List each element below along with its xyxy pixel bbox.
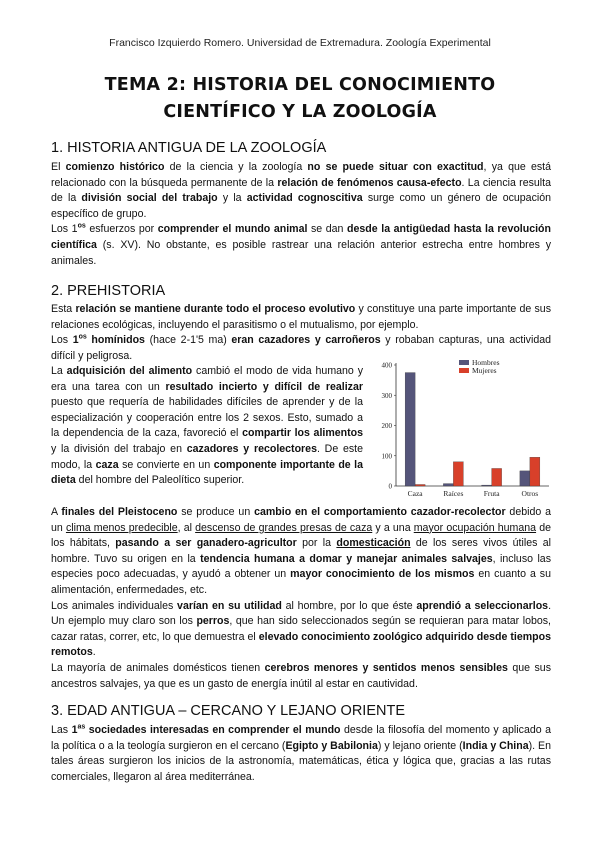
legend-label-mujeres: Mujeres [472, 366, 497, 375]
section-3-heading: 3. EDAD ANTIGUA – CERCANO Y LEJANO ORIENTE [51, 703, 406, 719]
bar-mujeres-2 [492, 468, 502, 486]
section-1-heading: 1. HISTORIA ANTIGUA DE LA ZOOLOGÍA [51, 140, 327, 156]
legend-label-hombres: Hombres [472, 358, 500, 367]
bar-mujeres-3 [530, 457, 540, 486]
x-tick-label: Raíces [443, 489, 464, 498]
title-line-1: TEMA 2: HISTORIA DEL CONOCIMIENTO [104, 75, 496, 95]
x-tick-label: Fruta [483, 489, 500, 498]
bar-hombres-2 [482, 485, 492, 486]
section-2-intro: Esta relación se mantiene durante todo el proceso evolutivo y constituye una parte importante de sus relaciones ecológicas, incluyendo el parasitismo o el mutualismo, por ejemplo. Los $1^{os}$ homínidos (hace 2-1'5 ma) eran cazadores y carroñeros y robaban capturas, una actividad difícil y peligrosa. [51, 303, 551, 362]
bar-mujeres-1 [453, 462, 463, 486]
y-tick-label: 300 [381, 391, 392, 400]
x-tick-label: Caza [407, 489, 423, 498]
title-line-2: CIENTÍFICO Y LA ZOOLOGÍA [163, 102, 437, 122]
section-2-heading: 2. PREHISTORIA [51, 283, 166, 299]
section-1-text: El comienzo histórico de la ciencia y la zoología no se puede situar con exactitud, ya que está relacionado con la búsqueda permanente de la relación de fenómenos causa-efecto. La ciencia resulta de la división social del trabajo y la actividad cognoscitiva surge como un género de ocupación específico de grupo. Los $1^{os}$ esfuerzos por comprender el mundo animal se dan desde la antigüedad hasta la revolución científica (s. XV). No obstante, es posible rastrear una relación anterior estrecha entre hombres y animales. [51, 161, 552, 267]
chart-legend [459, 358, 500, 375]
section-2-pleistocene-text: A finales del Pleistoceno se produce un cambio en el comportamiento cazador-recolector debido a un clima menos predecible, al descenso de grandes presas de caza y a una mayor ocupación humana de los hábitats, pasando a ser ganadero-agricultor por la domesticación de los seres vivos útiles al hombre. Tuvo su origen en la tendencia humana a domar y manejar animales salvajes, incluso las especies poco adecuadas, y ayudó a obtener un mayor conocimiento de los mismos en cuanto a su alimentación, enfermedades, etc. Los animales individuales varían en su utilidad al hombre, por lo que éste aprendió a seleccionarlos. Un ejemplo muy claro son los perros, que han sido seleccionados según se requieran para matar lobos, cazar ratas, correr, etc, lo que demuestra el elevado conocimiento zoológico adquirido desde tiempos remotos. La mayoría de animales domésticos tienen cerebros menores y sentidos menos sensibles que sus ancestros salvajes, ya que es un gasto de energía inútil al estar en cautividad. [51, 506, 552, 690]
bar-hombres-3 [520, 471, 530, 486]
y-tick-label: 400 [381, 361, 392, 370]
section-3-text: Las $1^{as}$ sociedades interesadas en comprender el mundo desde la filosofía del momento y aplicado a la política o a la teología surgieron en el cercano (Egipto y Babilonia) y lejano oriente (India y China). En tales áreas surgieron los inicios de la astronomía, matemáticas, ética y lógica que, gracias a las rutas comerciales, llegaron al área mediterránea. [51, 723, 551, 783]
page-header: Francisco Izquierdo Romero. Universidad de Extremadura. Zoología Experimental [109, 37, 491, 49]
bar-hombres-0 [405, 373, 415, 486]
food-chart [371, 357, 551, 502]
legend-swatch-hombres [459, 360, 469, 365]
bar-hombres-1 [443, 484, 453, 486]
page-title [0, 72, 600, 126]
y-tick-label: 200 [381, 422, 392, 430]
legend-swatch-mujeres [459, 368, 469, 373]
chart-bars [405, 373, 540, 486]
section-2-food-text: La adquisición del alimento cambió el modo de vida humano y era una tarea con un resultado incierto y difícil de realizar puesto que requería de habilidades difíciles de aprender y de la especialización y cooperación entre los 2 sexos. Esto, sumado a la dependencia de la caza, favoreció el compartir los alimentos y la división del trabajo en cazadores y recolectores. De este modo, la caza se convierte en un componente importante de la dieta del hombre del Paleolítico superior. [51, 365, 364, 487]
y-tick-label: 100 [381, 452, 392, 461]
y-tick-label: 0 [388, 482, 392, 491]
bar-mujeres-0 [415, 484, 425, 486]
x-tick-label: Otros [521, 489, 539, 498]
